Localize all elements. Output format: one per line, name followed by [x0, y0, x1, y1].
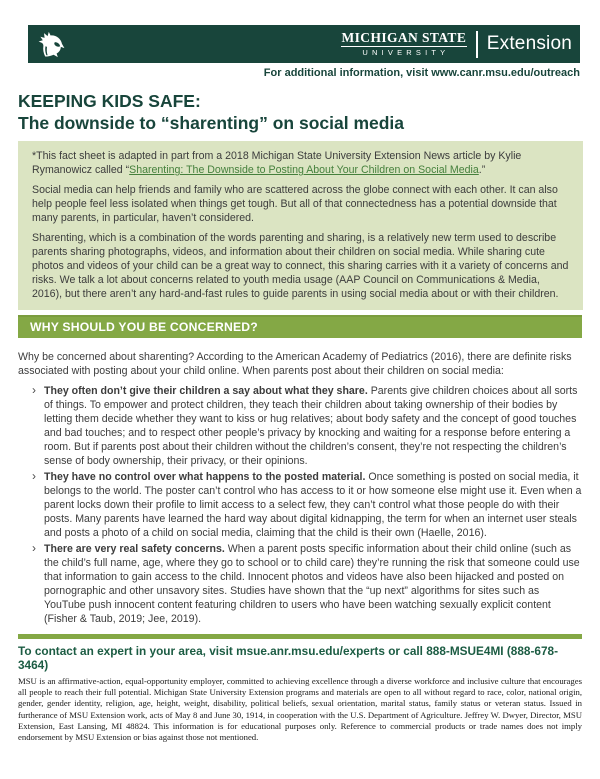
title-line1: KEEPING KIDS SAFE:: [18, 91, 201, 111]
section-header-bar: [18, 315, 582, 338]
msu-wordmark: [341, 31, 468, 58]
concern-bullet-list: [18, 384, 582, 626]
wordmark-line1: MICHIGAN STATE: [341, 29, 467, 45]
attribution-link[interactable]: Sharenting: The Downside to Posting About Your Children on Social Media: [129, 164, 479, 176]
bullet-lead-1: They often don’t give their children a say about what they share.: [44, 385, 368, 397]
legal-text: MSU is an affirmative-action, equal-opportunity employer, committed to achieving excellence through a diverse workforce and inclusive culture that encourages all people to reach their full potential. Michigan State University Extension programs and materials are open to all without regard to race, color, national origin, gender, gender identity, religion, age, height, weight, disability, political beliefs, sexual orientation, marital status, family status or veteran status. Issued in furtherance of MSU Extension work, acts of May 8 and June 30, 1914, in cooperation with the U.S. Department of Agriculture. Jeffrey W. Dwyer, Director, MSU Extension, East Lansing, MI 48824. This information is for educational purposes only. Reference to commercial products or trade names does not imply endorsement by MSU Extension or bias against those not mentioned.: [18, 676, 582, 743]
section-intro: Why be concerned about sharenting? According to the American Academy of Pediatrics (2016), there are definite risks associated with posting about your child online. When parents post about their children on social media:: [18, 351, 572, 377]
extension-brand: Extension: [486, 33, 572, 54]
page-title: [18, 90, 582, 134]
bullet-item-2: [18, 470, 582, 540]
attribution-prefix: *This fact sheet is adapted in part from a 2018 Michigan State University Extension News article by Kylie Rymanowicz called “: [32, 150, 522, 176]
bullet-text-3: When a parent posts specific information about their child online (such as the child’s full name, age, where they go to school or to child care) they’re running the risk that someone could use that information to gain access to the child. Innocent photos and videos have also been hijacked and posted on pornographic and other unsavory sites. Studies have shown that the “up next” algorithms for sites such as YouTube push innocent content featuring children to users who have been watching sexually explicit content (Fisher & Taub, 2019; Jee, 2019).: [44, 543, 580, 625]
info-tagline: For additional information, visit www.canr.msu.edu/outreach: [263, 67, 580, 79]
intro-box: [18, 141, 583, 310]
chevron-bullet-icon: ›: [32, 541, 36, 555]
intro-paragraph-3: Sharenting, which is a combination of the words parenting and sharing, is a relatively new term used to describe parents sharing photographs, videos, and information about their children on social media. While sharing cute photos and videos of your child can be a great way to connect, this sharing carries with it a variety of concerns and risks. We talk a lot about concerns related to youth media usage (AAP Council on Communications & Media, 2016), but there aren’t any hard-and-fast rules to guide parents in using social media about or with their children.: [32, 232, 569, 300]
bullet-lead-3: There are very real safety concerns.: [44, 543, 225, 555]
msu-banner: [28, 25, 580, 63]
chevron-bullet-icon: ›: [32, 383, 36, 397]
bullet-lead-2: They have no control over what happens to the posted material.: [44, 471, 366, 483]
intro-paragraph-2: Social media can help friends and family who are scattered across the globe connect with each other. It can also help people feel less isolated when things get tough. But all of that connectedness has a potential downside that many parents, in particular, haven’t considered.: [32, 184, 558, 224]
attribution-paragraph: [32, 149, 569, 177]
bullet-text-2: Once something is posted on social media, it belongs to the world. The poster can’t control who has access to it or how someone else might use it. Even when a parent locks down their profile to limit access to a select few, they can’t control what those people do with their posts. Many parents have learned the hard way about digital kidnapping, the term for when an internet user steals and posts a photo of a child on social media, claiming that the child is their own (Haelle, 2016).: [44, 471, 582, 539]
bullet-item-3: [18, 542, 582, 626]
attribution-suffix: .”: [478, 164, 486, 176]
bullet-item-1: [18, 384, 582, 468]
chevron-bullet-icon: ›: [32, 469, 36, 483]
title-line2: The downside to “sharenting” on social media: [18, 113, 405, 133]
wordmark-line2: UNIVERSITY: [362, 47, 450, 57]
bullet-text-1: Parents give children choices about all sorts of things. To empower and protect children, they teach their children about taking ownership of their bodies by letting them decide whether they want to kiss or hug relatives; about body safety and the concept of good touches and bad touches; and to respect other people’s privacy by knocking and waiting for a response before entering a room. But if parents post about their children without the children’s consent, they’re not respecting the children’s sense of body ownership, their privacy, or their opinions.: [44, 385, 578, 467]
footer-divider: [18, 634, 582, 639]
contact-line: To contact an expert in your area, visit msue.anr.msu.edu/experts or call 888-MSUE4MI (888-678-3464): [18, 644, 559, 672]
spartan-helmet-icon: [38, 31, 68, 58]
section-heading: WHY SHOULD YOU BE CONCERNED?: [30, 320, 258, 334]
msu-wordmark-group: [341, 31, 573, 58]
wordmark-divider: [476, 31, 478, 58]
